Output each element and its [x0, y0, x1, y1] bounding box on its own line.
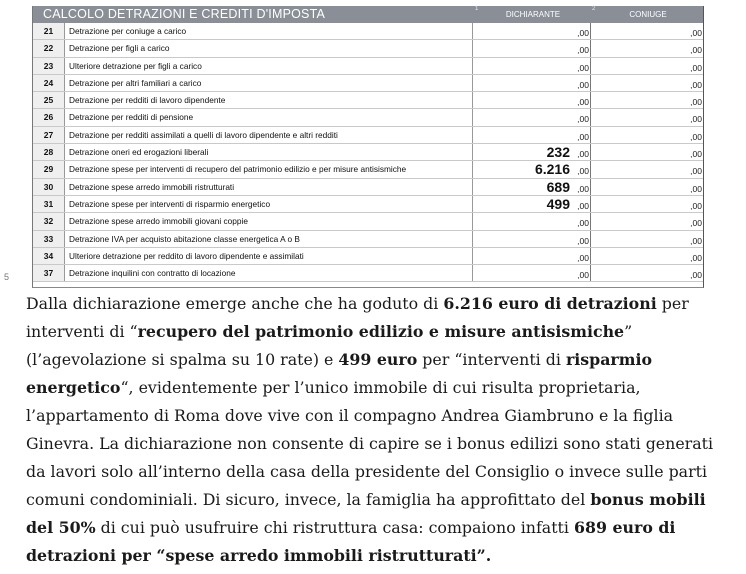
- text-run: interventi di “: [26, 322, 138, 341]
- decimals: ,00: [690, 79, 702, 90]
- row-number: 25: [33, 92, 65, 108]
- form-row: [33, 144, 703, 161]
- coniuge-cell: [590, 109, 703, 125]
- text-run: per: [656, 294, 689, 313]
- form-row: [33, 179, 703, 196]
- row-number: 27: [33, 127, 65, 143]
- form-row: [33, 231, 703, 248]
- form-row: [33, 92, 703, 109]
- coniuge-cell: [590, 161, 703, 177]
- row-label: Detrazione per altri familiari a carico: [69, 77, 202, 88]
- article-line: [26, 290, 716, 318]
- decimals: ,00: [577, 114, 589, 125]
- form-row: [33, 75, 703, 92]
- decimals: ,00: [690, 131, 702, 142]
- coniuge-cell: [590, 75, 703, 91]
- form-header: [33, 6, 703, 23]
- text-run: “, evidentemente per l’unico immobile di cui risulta proprietaria,: [120, 378, 641, 397]
- dichiarante-cell: [472, 196, 590, 212]
- text-run: ”: [624, 322, 633, 341]
- text-run: di cui può usufruire chi ristruttura casa: compaiono infatti: [95, 518, 574, 537]
- dichiarante-cell: [472, 92, 590, 108]
- col2-header: CONIUGE: [629, 10, 667, 19]
- row-number: 28: [33, 144, 65, 160]
- coniuge-cell: [590, 58, 703, 74]
- decimals: ,00: [577, 166, 589, 177]
- coniuge-cell: [590, 179, 703, 195]
- decimals: ,00: [690, 218, 702, 229]
- row-label: Detrazione spese arredo immobili ristrutturati: [69, 181, 235, 192]
- article-line: da lavori solo all’interno della casa della presidente del Consiglio o invece sulle parti: [26, 462, 708, 481]
- row-label: Detrazione inquilini con contratto di locazione: [69, 268, 236, 279]
- form-row: [33, 58, 703, 75]
- margin-mark: 5: [4, 272, 10, 282]
- bold-text: 6.216 euro di detrazioni: [443, 294, 657, 313]
- amount: 689: [546, 178, 570, 195]
- tax-form-scan: [32, 6, 704, 288]
- form-row: [33, 23, 703, 40]
- decimals: ,00: [577, 270, 589, 281]
- row-label: Detrazione oneri ed erogazioni liberali: [69, 147, 209, 158]
- decimals: ,00: [690, 200, 702, 211]
- coniuge-cell: [590, 213, 703, 229]
- row-label: Detrazione per redditi di lavoro dipendente: [69, 95, 226, 106]
- coniuge-cell: [590, 248, 703, 264]
- row-label: Ulteriore detrazione per figli a carico: [69, 60, 202, 71]
- decimals: ,00: [690, 270, 702, 281]
- form-row: [33, 40, 703, 57]
- row-label: Detrazione per redditi assimilati a quelli di lavoro dipendente e altri redditi: [69, 129, 338, 140]
- decimals: ,00: [690, 252, 702, 263]
- dichiarante-cell: [472, 265, 590, 281]
- coniuge-cell: [590, 265, 703, 281]
- dichiarante-cell: [472, 23, 590, 39]
- form-title: CALCOLO DETRAZIONI E CREDITI D'IMPOSTA: [43, 7, 326, 21]
- dichiarante-cell: [472, 144, 590, 160]
- decimals: ,00: [577, 218, 589, 229]
- col1-number: 1: [475, 6, 479, 12]
- row-label: Detrazione per redditi di pensione: [69, 112, 194, 123]
- row-label: Detrazione spese per interventi di recupero del patrimonio edilizio e per misure antisismiche: [69, 164, 407, 175]
- dichiarante-cell: [472, 248, 590, 264]
- text-run: Dalla dichiarazione emerge anche che ha goduto di: [26, 294, 444, 313]
- dichiarante-cell: [472, 179, 590, 195]
- text-run: per “interventi di: [417, 350, 566, 369]
- row-number: 33: [33, 231, 65, 247]
- article-line: [26, 486, 716, 514]
- article-line: [26, 514, 716, 542]
- amount: 232: [546, 144, 570, 161]
- dichiarante-cell: [472, 231, 590, 247]
- decimals: ,00: [577, 62, 589, 73]
- row-number: 23: [33, 58, 65, 74]
- coniuge-cell: [590, 196, 703, 212]
- decimals: ,00: [690, 149, 702, 160]
- bold-text: risparmio: [565, 350, 653, 369]
- row-label: Detrazione IVA per acquisto abitazione classe energetica A o B: [69, 233, 300, 244]
- form-row: [33, 248, 703, 265]
- coniuge-cell: [590, 231, 703, 247]
- decimals: ,00: [577, 149, 589, 160]
- form-rows: [33, 23, 703, 282]
- coniuge-cell: [590, 23, 703, 39]
- row-number: 31: [33, 196, 65, 212]
- row-number: 24: [33, 75, 65, 91]
- decimals: ,00: [577, 183, 589, 194]
- row-label: Detrazione per coniuge a carico: [69, 26, 187, 36]
- row-label: Detrazione spese per interventi di risparmio energetico: [69, 198, 271, 209]
- decimals: ,00: [690, 45, 702, 56]
- decimals: ,00: [690, 62, 702, 73]
- text-run: comuni condominiali. Di sicuro, invece, la famiglia ha approfittato del: [26, 490, 591, 509]
- decimals: ,00: [577, 252, 589, 263]
- article-line: [26, 374, 716, 402]
- row-number: 32: [33, 213, 65, 229]
- dichiarante-cell: [472, 75, 590, 91]
- decimals: ,00: [690, 97, 702, 108]
- decimals: ,00: [690, 114, 702, 125]
- bold-text: bonus mobili: [590, 490, 706, 509]
- dichiarante-cell: [472, 109, 590, 125]
- decimals: ,00: [577, 97, 589, 108]
- bold-text: 499 euro: [338, 350, 418, 369]
- col2-number: 2: [592, 6, 596, 12]
- decimals: ,00: [577, 235, 589, 246]
- coniuge-cell: [590, 127, 703, 143]
- row-label: Detrazione per figli a carico: [69, 43, 170, 54]
- bold-text: detrazioni per “spese arredo immobili ristrutturati”.: [26, 546, 492, 565]
- row-number: 34: [33, 248, 65, 264]
- decimals: ,00: [690, 183, 702, 194]
- article-line: [26, 318, 716, 346]
- decimals: ,00: [577, 200, 589, 211]
- form-row: [33, 109, 703, 126]
- text-run: (l’agevolazione si spalma su 10 rate) e: [26, 350, 339, 369]
- dichiarante-cell: [472, 213, 590, 229]
- decimals: ,00: [577, 131, 589, 142]
- form-row: [33, 265, 703, 282]
- form-row: [33, 213, 703, 230]
- dichiarante-cell: [472, 127, 590, 143]
- coniuge-cell: [590, 40, 703, 56]
- row-number: 37: [33, 265, 65, 281]
- form-row: [33, 127, 703, 144]
- row-number: 22: [33, 40, 65, 56]
- decimals: ,00: [690, 28, 702, 38]
- article-line: l’appartamento di Roma dove vive con il compagno Andrea Giambruno e la figlia: [26, 406, 674, 425]
- decimals: ,00: [577, 79, 589, 90]
- form-row: [33, 196, 703, 213]
- article-paragraph: [26, 290, 716, 570]
- decimals: ,00: [690, 235, 702, 246]
- row-number: 30: [33, 179, 65, 195]
- coniuge-cell: [590, 92, 703, 108]
- row-number: 26: [33, 109, 65, 125]
- col1-header: DICHIARANTE: [505, 10, 561, 19]
- bold-text: energetico: [26, 378, 121, 397]
- article-line: [26, 346, 716, 374]
- decimals: ,00: [577, 45, 589, 56]
- dichiarante-cell: [472, 161, 590, 177]
- amount: 6.216: [534, 161, 570, 178]
- article-line: Ginevra. La dichiarazione non consente di capire se i bonus edilizi sono stati generati: [26, 434, 714, 453]
- decimals: ,00: [577, 28, 589, 38]
- row-number: 21: [33, 23, 65, 39]
- bold-text: recupero del patrimonio edilizio e misure antisismiche: [137, 322, 625, 341]
- dichiarante-cell: [472, 58, 590, 74]
- bold-text: del 50%: [26, 518, 96, 537]
- row-label: Ulteriore detrazione per reddito di lavoro dipendente e assimilati: [69, 250, 304, 261]
- decimals: ,00: [690, 166, 702, 177]
- article-line: [26, 542, 716, 570]
- row-number: 29: [33, 161, 65, 177]
- coniuge-cell: [590, 144, 703, 160]
- form-row: [33, 161, 703, 178]
- row-label: Detrazione spese arredo immobili giovani coppie: [69, 216, 248, 227]
- dichiarante-cell: [472, 40, 590, 56]
- amount: 499: [546, 195, 570, 212]
- bold-text: 689 euro di: [573, 518, 676, 537]
